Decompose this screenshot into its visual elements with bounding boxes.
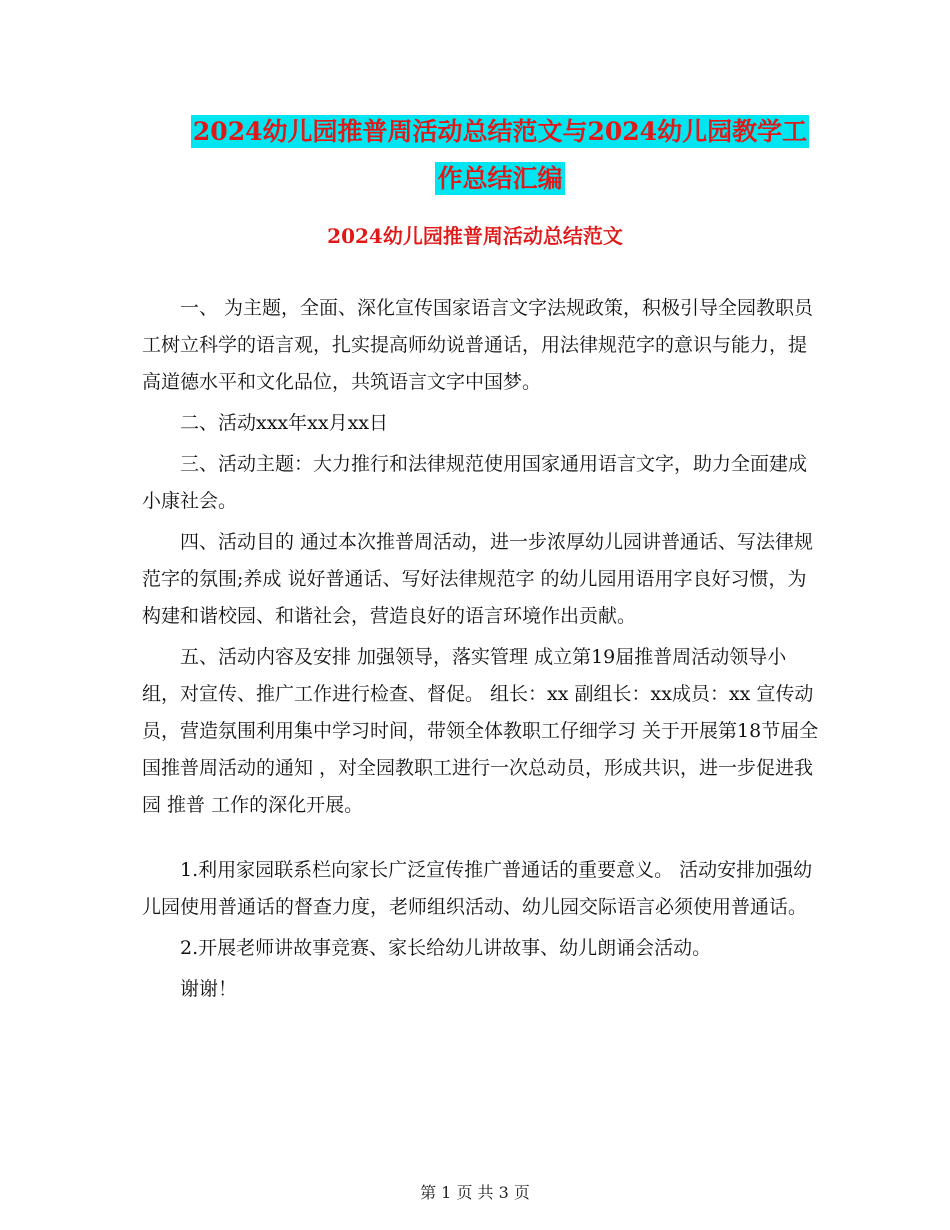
document-body [142,290,822,1012]
document-title-line-1: 2024幼儿园推普周活动总结范文与2024幼儿园教学工 [192,117,808,146]
paragraph-activity-theme: 三、活动主题：大力推行和法律规范使用国家通用语言文字，助力全面建成小康社会。 [142,453,808,512]
document-title [120,108,880,202]
paragraph-date: 二、活动xxx年xx月xx日 [180,412,389,434]
paragraph-thanks: 谢谢！ [180,978,238,1000]
paragraph-item-1: 1.利用家园联系栏向家长广泛宣传推广普通话的重要意义。 活动安排加强幼儿园使用普通话的督查力度，老师组织活动、幼儿园交际语言必须使用普通话。 [142,859,813,918]
paragraph-theme: 一、 为主题，全面、深化宣传国家语言文字法规政策，积极引导全园教职员工树立科学的语言观，扎实提高师幼说普通话，用法律规范字的意识与能力，提高道德水平和文化品位，共筑语言文字中国梦。 [142,297,814,393]
document-title-line-2: 作总结汇编 [437,164,563,193]
paragraph-item-2: 2.开展老师讲故事竞赛、家长给幼儿讲故事、幼儿朗诵会活动。 [180,937,712,959]
paragraph-purpose: 四、活动目的 通过本次推普周活动，进一步浓厚幼儿园讲普通话、写法律规范字的氛围;养成 说好普通话、写好法律规范字 的幼儿园用语用字良好习惯，为构建和谐校园、和谐社会，营造良好的语言环境作出贡献。 [142,531,814,627]
page-footer: 第 1 页 共 3 页 [420,1183,530,1202]
section-title: 2024幼儿园推普周活动总结范文 [327,224,623,248]
paragraph-content-arrangement: 五、活动内容及安排 加强领导，落实管理 成立第19届推普周活动领导小组，对宣传、推广工作进行检查、督促。 组长：xx 副组长：xx成员：xx 宣传动员，营造氛围利用集中学习时间，带领全体教职工仔细学习 关于开展第18节届全国推普周活动的通知 ，对全园教职工进行一次总动员，形成共识，进一步促进我园 推普 工作的深化开展。 [142,646,819,816]
